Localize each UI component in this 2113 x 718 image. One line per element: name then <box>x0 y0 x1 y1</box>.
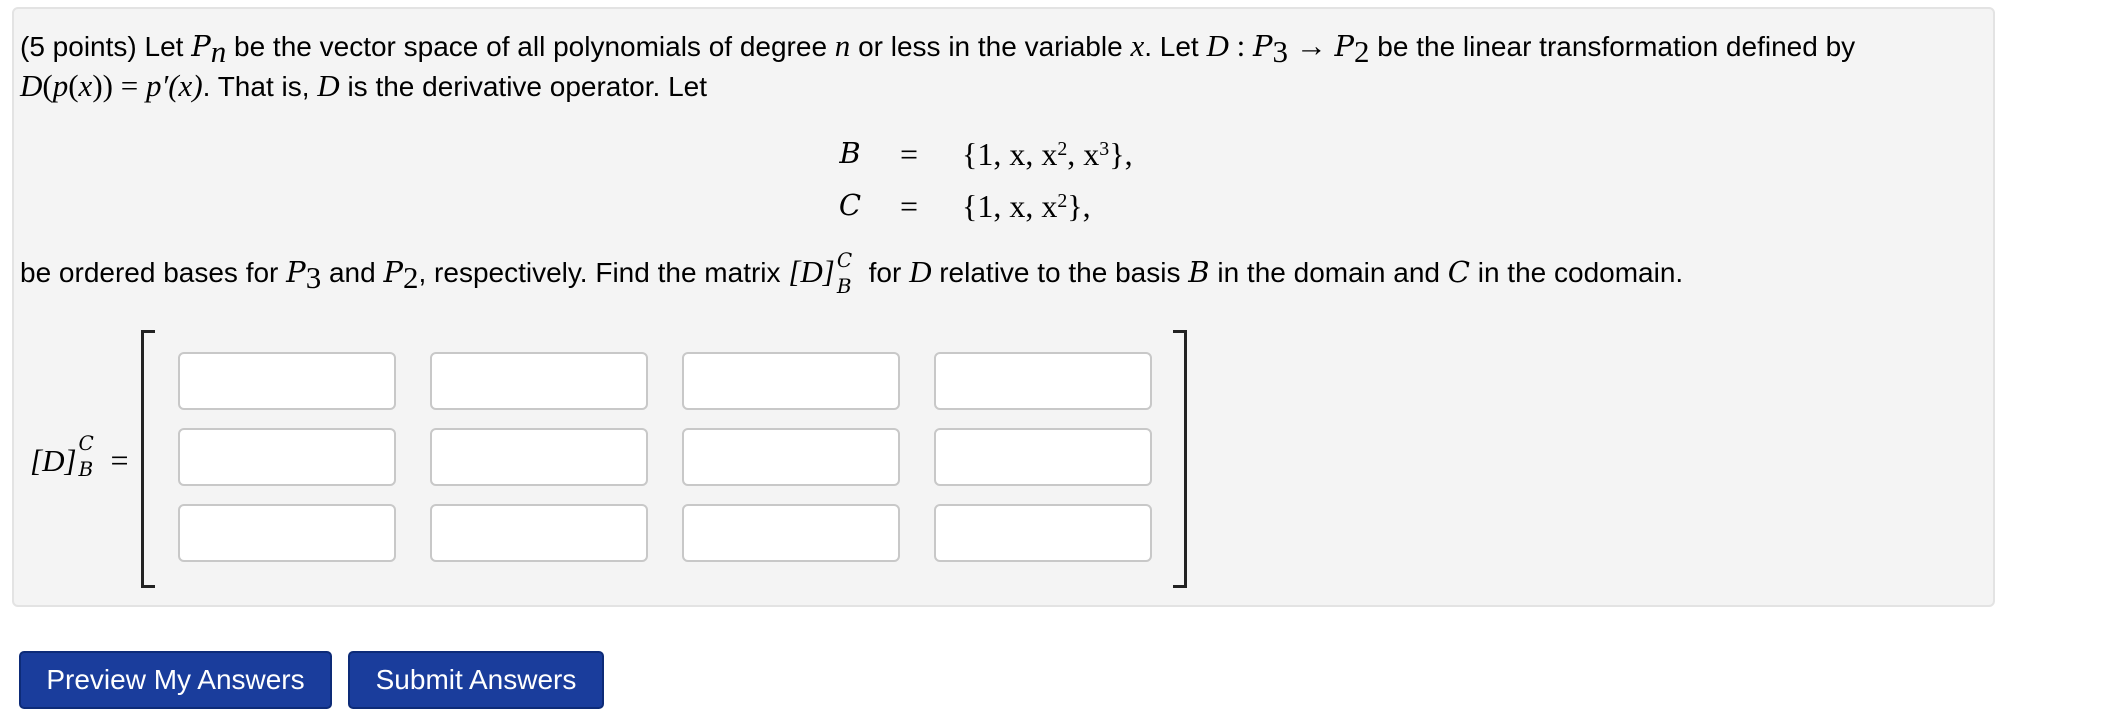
matrix-entry-r2-c1[interactable] <box>178 428 396 486</box>
matrix-entry-r3-c4[interactable] <box>934 504 1152 562</box>
matrix-entry-r1-c2[interactable] <box>430 352 648 410</box>
matrix-entry-r1-c1[interactable] <box>178 352 396 410</box>
problem-statement-line-1: (5 points) Let $P_n$ be the vector space of all polynomials of degree n or less in the variable x. Let D : $P_3 \to P_2$ be the linear transformation defined by <box>20 28 1856 70</box>
basis-b-symbol: B <box>839 136 861 170</box>
matrix-answer-grid <box>178 352 1152 562</box>
preview-answers-button[interactable]: Preview My Answers <box>19 651 332 709</box>
basis-c-set: {1, x, $x^2$}, <box>962 188 1091 224</box>
matrix-right-bracket <box>1173 330 1187 588</box>
matrix-entry-r1-c4[interactable] <box>934 352 1152 410</box>
points-label: (5 points) <box>20 31 137 62</box>
matrix-entry-r3-c2[interactable] <box>430 504 648 562</box>
problem-statement-line-2: D(p(x)) = p′(x). That is, D is the derivative operator. Let <box>20 68 707 103</box>
basis-b-set: {1, x, $x^2$, $x^3$}, <box>962 136 1133 172</box>
problem-statement-line-3: be ordered bases for $P_3$ and $P_2$, respectively. Find the matrix [D] C B for D relative to the basis B in the domain and C in the codomain. <box>20 248 1684 298</box>
basis-c-symbol: C <box>838 188 862 222</box>
matrix-left-bracket <box>141 330 155 588</box>
matrix-notation: [D] <box>788 254 835 289</box>
matrix-entry-r1-c3[interactable] <box>682 352 900 410</box>
matrix-entry-r2-c3[interactable] <box>682 428 900 486</box>
matrix-entry-r2-c2[interactable] <box>430 428 648 486</box>
matrix-label: [D] C B = <box>30 431 129 481</box>
matrix-entry-r3-c3[interactable] <box>682 504 900 562</box>
matrix-entry-r2-c4[interactable] <box>934 428 1152 486</box>
submit-answers-button[interactable]: Submit Answers <box>348 651 604 709</box>
matrix-entry-r3-c1[interactable] <box>178 504 396 562</box>
